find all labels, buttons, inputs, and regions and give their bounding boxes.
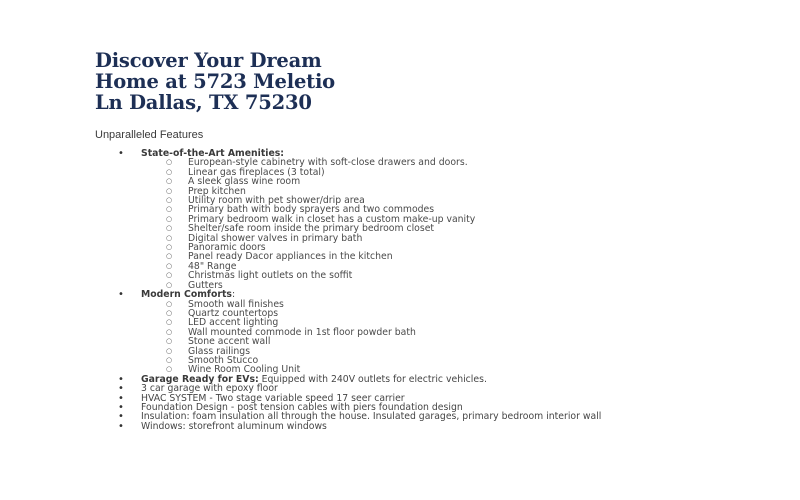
list-item: ○ 48" Range xyxy=(141,262,681,271)
list-item: ○ Linear gas fireplaces (3 total) xyxy=(141,168,681,177)
page-title xyxy=(95,50,415,113)
list-item: ○ Panel ready Dacor appliances in the kitchen xyxy=(141,252,681,261)
amenities-sublist xyxy=(141,158,681,290)
feature-garage: • 3 car garage with epoxy floor xyxy=(0,384,681,393)
list-item: ○ Primary bath with body sprayers and two commodes xyxy=(141,205,681,214)
list-item: ○ Glass railings xyxy=(141,347,681,356)
comforts-sublist xyxy=(141,300,681,375)
feature-windows: • Windows: storefront aluminum windows xyxy=(0,422,681,431)
list-item: ○ Smooth Stucco xyxy=(141,356,681,365)
title-line-2: Home at 5723 Meletio xyxy=(95,70,335,93)
list-item: ○ Prep kitchen xyxy=(141,187,681,196)
list-item: ○ Smooth wall finishes xyxy=(141,300,681,309)
comforts-colon: : xyxy=(231,289,236,301)
list-item: ○ Digital shower valves in primary bath xyxy=(141,234,681,243)
features-list xyxy=(0,149,681,431)
list-item: ○ Utility room with pet shower/drip area xyxy=(141,196,681,205)
section-heading: Unparalleled Features xyxy=(95,129,204,141)
list-item: ○ Stone accent wall xyxy=(141,337,681,346)
feature-comforts xyxy=(0,290,681,375)
list-item: ○ Wine Room Cooling Unit xyxy=(141,365,681,374)
title-line-3: Ln Dallas, TX 75230 xyxy=(95,91,312,114)
title-line-1: Discover Your Dream xyxy=(95,49,322,72)
list-item: ○ LED accent lighting xyxy=(141,318,681,327)
feature-insulation: • Insulation: foam insulation all through the house. Insulated garages, primary bedroom interior wall xyxy=(0,412,681,421)
amenities-label: State-of-the-Art Amenities: xyxy=(141,148,285,159)
garage-ev-text: Equipped with 240V outlets for electric vehicles. xyxy=(258,373,487,385)
feature-hvac: • HVAC SYSTEM - Two stage variable speed 17 seer carrier xyxy=(0,394,681,403)
list-item: ○ Shelter/safe room inside the primary bedroom closet xyxy=(141,224,681,233)
list-item: ○ Quartz countertops xyxy=(141,309,681,318)
feature-foundation: • Foundation Design - post tension cables with piers foundation design xyxy=(0,403,681,412)
list-item: ○ Gutters xyxy=(141,281,681,290)
list-item: ○ Christmas light outlets on the soffit xyxy=(141,271,681,280)
list-item: ○ Panoramic doors xyxy=(141,243,681,252)
list-item: ○ Primary bedroom walk in closet has a custom make-up vanity xyxy=(141,215,681,224)
feature-garage-ev xyxy=(0,375,681,384)
list-item: ○ A sleek glass wine room xyxy=(141,177,681,186)
feature-amenities xyxy=(0,149,681,290)
list-item: ○ European-style cabinetry with soft-close drawers and doors. xyxy=(141,158,681,167)
comforts-label: Modern Comforts xyxy=(141,289,232,301)
list-item: ○ Wall mounted commode in 1st floor powder bath xyxy=(141,328,681,337)
garage-ev-label: Garage Ready for EVs: xyxy=(141,373,259,385)
